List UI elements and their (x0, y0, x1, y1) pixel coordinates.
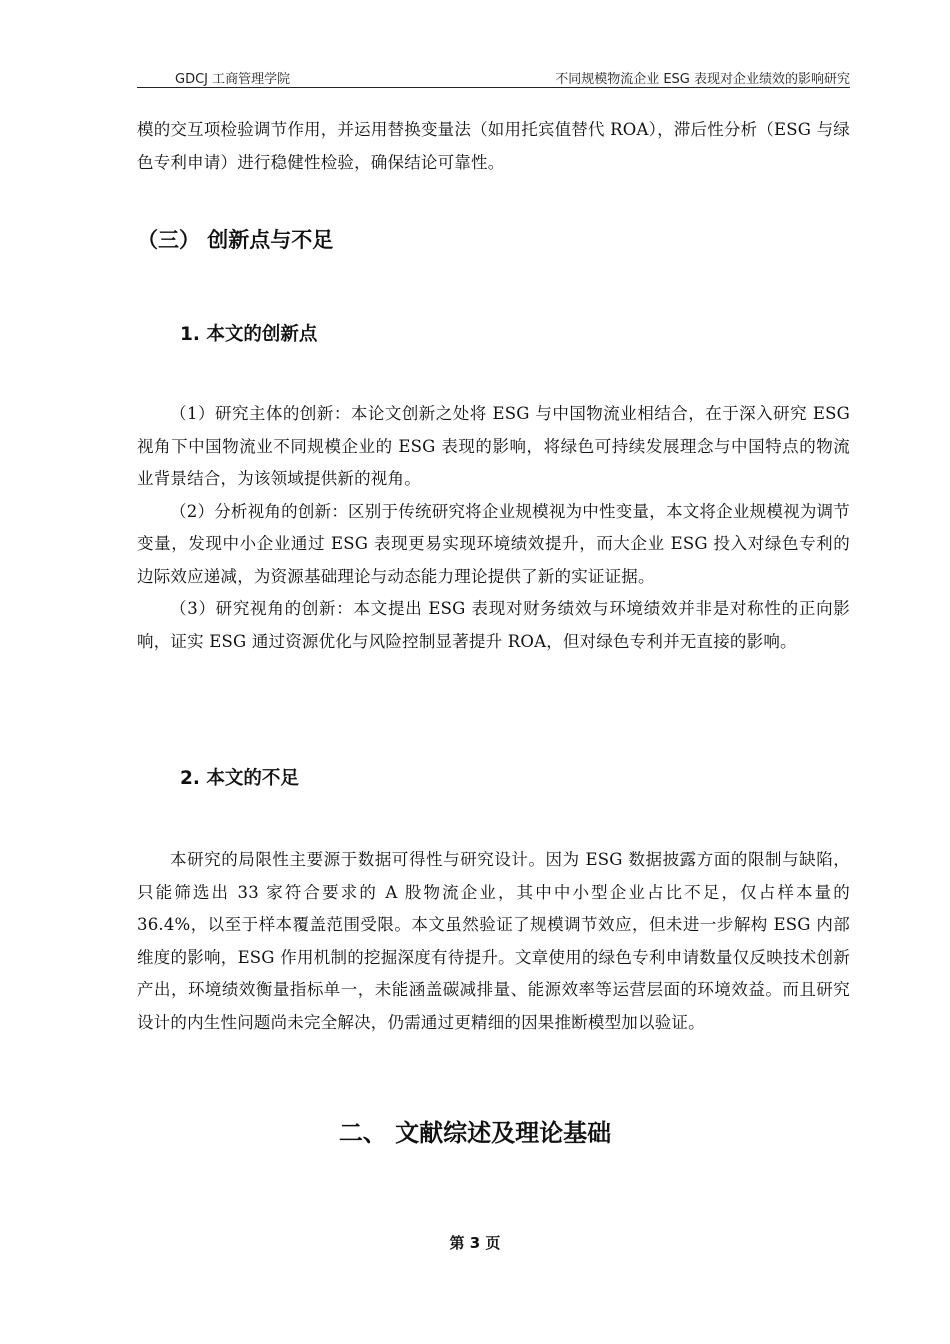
page-header (137, 64, 850, 86)
innovation-paragraph-2: （2）分析视角的创新：区别于传统研究将企业规模视为中性变量，本文将企业规模视为调节变量，发现中小企业通过 ESG 表现更易实现环境绩效提升，而大企业 ESG 投入对绿色专利的边际效应递减，为资源基础理论与动态能力理论提供了新的实证证据。 (137, 501, 850, 586)
subsection-heading-innovation: 1. 本文的创新点 (180, 324, 318, 345)
section-heading: （三） 创新点与不足 (137, 228, 334, 252)
header-institution: GDCJ 工商管理学院 (175, 72, 291, 87)
innovation-paragraph-1: （1）研究主体的创新：本论文创新之处将 ESG 与中国物流业相结合，在于深入研究 ESG 视角下中国物流业不同规模企业的 ESG 表现的影响，将绿色可持续发展理念与中国特点的物流业背景结合，为该领域提供新的视角。 (137, 404, 850, 488)
page-number: 第 3 页 (449, 1234, 501, 1252)
subsection-heading-limitations: 2. 本文的不足 (180, 768, 299, 789)
limitations-paragraph: 本研究的局限性主要源于数据可得性与研究设计。因为 ESG 数据披露方面的限制与缺陷，只能筛选出 33 家符合要求的 A 股物流企业，其中中小型企业占比不足，仅占样本量的 36.4%，以至于样本覆盖范围受限。本文虽然验证了规模调节效应，但未进一步解构 ESG 内部维度的影响，ESG 作用机制的挖掘深度有待提升。文章使用的绿色专利申请数量仅反映技术创新产出，环境绩效衡量指标单一，未能涵盖碳减排量、能源效率等运营层面的环境效益。而且研究设计的内生性问题尚未完全解决，仍需通过更精细的因果推断模型加以验证。 (137, 850, 850, 1032)
intro-paragraph: 模的交互项检验调节作用，并运用替换变量法（如用托宾值替代 ROA），滞后性分析（ESG 与绿色专利申请）进行稳健性检验，确保结论可靠性。 (137, 120, 850, 172)
innovation-paragraph-3: （3）研究视角的创新：本文提出 ESG 表现对财务绩效与环境绩效并非是对称性的正向影响，证实 ESG 通过资源优化与风险控制显著提升 ROA，但对绿色专利并无直接的影响。 (137, 599, 850, 651)
intro-block (137, 114, 850, 179)
chapter-heading: 二、 文献综述及理论基础 (338, 1119, 612, 1147)
header-divider (137, 87, 850, 88)
header-thesis-title: 不同规模物流企业 ESG 表现对企业绩效的影响研究 (555, 72, 850, 87)
innovation-block (137, 398, 850, 658)
limitations-block (137, 844, 850, 1039)
